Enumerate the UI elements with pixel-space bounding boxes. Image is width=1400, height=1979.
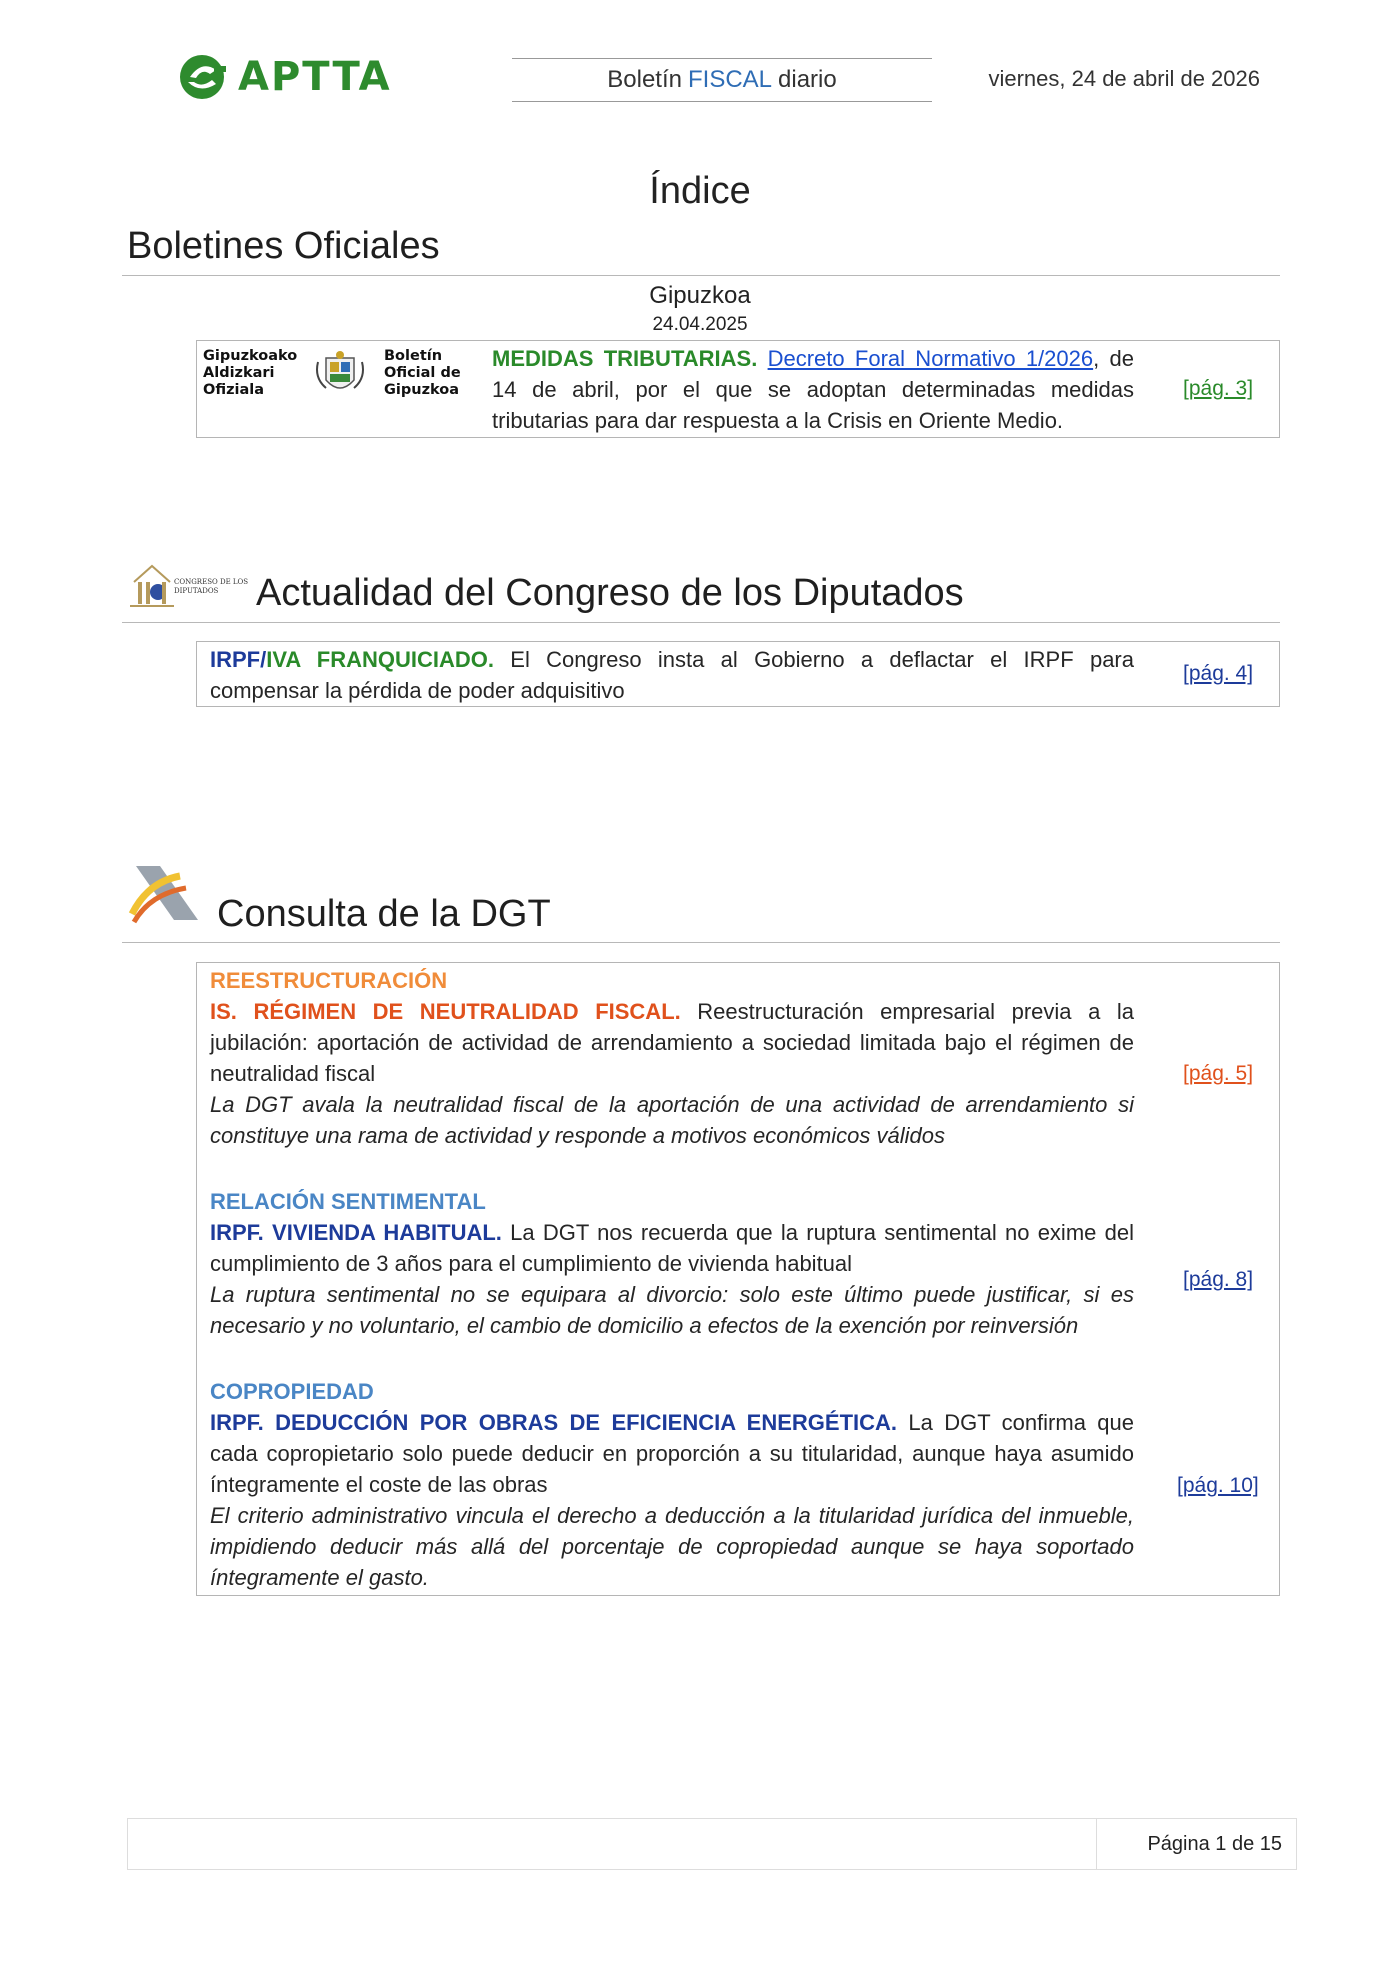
section-title-dgt: Consulta de la DGT <box>217 893 551 935</box>
congreso-logo-caption: CONGRESO DE LOS DIPUTADOS <box>174 578 249 595</box>
logo-text: APTTA <box>238 54 392 100</box>
aeat-logo-icon <box>126 858 206 928</box>
dgt-item <box>210 1186 1134 1341</box>
section-title-congreso: Actualidad del Congreso de los Diputados <box>256 572 964 614</box>
congreso-tag-irpf: IRPF/ <box>210 647 267 672</box>
gipuzkoa-logo-left <box>203 348 297 399</box>
dgt-summary: La ruptura sentimental no se equipara al divorcio: solo este último puede justificar, si es necesario y no voluntario, el cambio de domicilio a efectos de la exención por reinversión <box>210 1282 1134 1338</box>
logo-right-line: Boletín <box>384 348 443 364</box>
dgt-body: La DGT confirma que cada copropietario solo puede deducir en proporción a su titularidad, aunque haya asumido íntegramente el coste de las obras <box>210 1410 1134 1497</box>
aptta-logo <box>176 52 392 102</box>
congreso-body: El Congreso insta al Gobierno a deflactar el IRPF para compensar la pérdida de poder adquisitivo <box>210 647 1134 703</box>
dgt-category: REESTRUCTURACIÓN <box>210 968 448 993</box>
section-divider <box>122 942 1280 943</box>
page-link-congreso[interactable]: [pág. 4] <box>1183 662 1254 685</box>
logo-left-line: Gipuzkoako <box>203 348 298 364</box>
page-link-dgt-10[interactable]: [pág. 10] <box>1177 1474 1259 1497</box>
page-link-dgt-5[interactable]: [pág. 5] <box>1183 1062 1254 1085</box>
dgt-body: Reestructuración empresarial previa a la jubilación: aportación de actividad de arrendamiento a sociedad limitada bajo el régimen de neutralidad fiscal <box>210 999 1134 1086</box>
congreso-entry-text <box>210 644 1134 706</box>
logo-right-line: Oficial de <box>384 365 461 381</box>
boletin-body: , de 14 de abril, por el que se adoptan determinadas medidas tributarias para dar respuesta a la Crisis en Oriente Medio. <box>492 346 1134 433</box>
page-footer <box>127 1818 1297 1870</box>
gipuzkoa-logo-right <box>384 348 461 399</box>
section-title-boletines: Boletines Oficiales <box>127 225 440 267</box>
bulletin-title <box>512 58 932 102</box>
dgt-category: RELACIÓN SENTIMENTAL <box>210 1189 486 1214</box>
logo-left-line: Aldizkari <box>203 365 275 381</box>
logo-right-line: Gipuzkoa <box>384 382 460 398</box>
dgt-item <box>210 1376 1134 1593</box>
dgt-body: La DGT nos recuerda que la ruptura sentimental no exime del cumplimiento de 3 años para el cumplimiento de vivienda habitual <box>210 1220 1134 1276</box>
page-number: Página 1 de 15 <box>1147 1833 1282 1855</box>
dgt-summary: La DGT avala la neutralidad fiscal de la aportación de una actividad de arrendamiento si constituye una rama de actividad y responde a motivos económicos válidos <box>210 1092 1134 1148</box>
decreto-link[interactable]: Decreto Foral Normativo 1/2026 <box>767 346 1094 371</box>
gipuzkoa-coat-of-arms-icon <box>312 348 368 400</box>
congreso-tag-iva: IVA FRANQUICIADO. <box>266 647 494 672</box>
header-date: viernes, 24 de abril de 2026 <box>988 66 1260 91</box>
section-divider <box>122 622 1280 623</box>
bulletin-title-fiscal: FISCAL <box>687 66 773 93</box>
boletin-heading: MEDIDAS TRIBUTARIAS. <box>492 346 758 371</box>
bulletin-title-post: diario <box>778 66 837 93</box>
bulletin-title-pre: Boletín <box>607 66 682 93</box>
dgt-item <box>210 965 1134 1151</box>
region-title: Gipuzkoa <box>649 282 751 309</box>
index-title: Índice <box>649 170 751 212</box>
footer-divider <box>1096 1819 1097 1869</box>
dgt-heading: IRPF. DEDUCCIÓN POR OBRAS DE EFICIENCIA ENERGÉTICA. <box>210 1410 898 1435</box>
aptta-emblem-icon <box>176 52 230 102</box>
dgt-heading: IRPF. VIVIENDA HABITUAL. <box>210 1220 502 1245</box>
dgt-summary: El criterio administrativo vincula el derecho a deducción a la titularidad jurídica del inmueble, impidiendo deducir más allá del porcentaje de copropiedad aunque se haya soportado íntegramente el gasto. <box>210 1503 1134 1590</box>
region-date: 24.04.2025 <box>652 314 748 335</box>
logo-left-line: Ofiziala <box>203 382 265 398</box>
section-divider <box>122 275 1280 276</box>
dgt-category: COPROPIEDAD <box>210 1379 374 1404</box>
boletin-entry-text <box>492 343 1134 436</box>
page-link-boletin[interactable]: [pág. 3] <box>1183 377 1254 400</box>
page-link-dgt-8[interactable]: [pág. 8] <box>1183 1268 1254 1291</box>
dgt-heading: IS. RÉGIMEN DE NEUTRALIDAD FISCAL. <box>210 999 681 1024</box>
